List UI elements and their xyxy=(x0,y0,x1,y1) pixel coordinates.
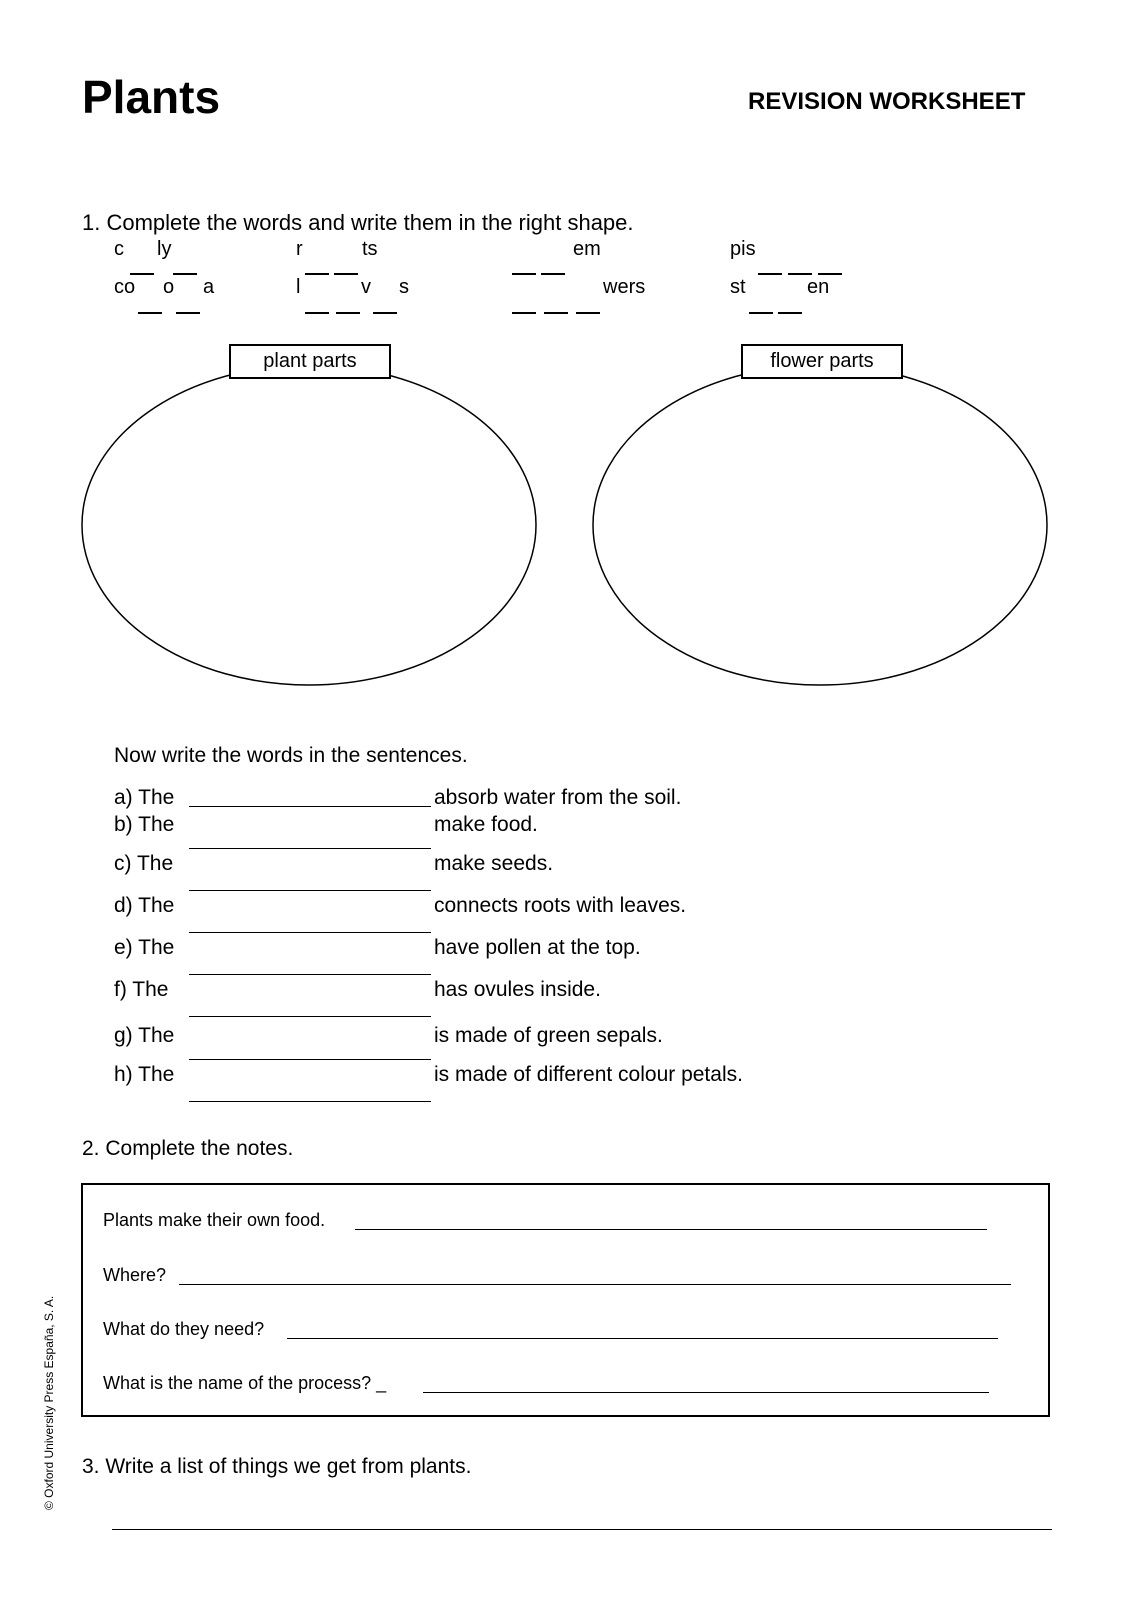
note-prompt: Where? xyxy=(103,1265,167,1285)
answer-line[interactable] xyxy=(189,974,431,975)
sentence-prefix: c) The xyxy=(114,852,174,875)
sentence-prefix: a) The xyxy=(114,786,175,809)
answer-line[interactable] xyxy=(189,806,431,807)
sentence-prefix: e) The xyxy=(114,936,175,959)
word-fragment: pis xyxy=(730,238,756,260)
flower-parts-label: flower parts xyxy=(741,344,903,379)
note-answer-line[interactable] xyxy=(179,1284,1011,1285)
sentence-suffix: connects roots with leaves. xyxy=(434,894,687,917)
q1-instruction: 1. Complete the words and write them in the right shape. xyxy=(82,210,634,235)
word-fragment: a xyxy=(203,276,215,298)
word-fragment: c xyxy=(114,238,124,260)
word-fragment: wers xyxy=(603,276,646,298)
answer-line[interactable] xyxy=(189,848,431,849)
sentence-prefix: b) The xyxy=(114,813,175,836)
word-fragment: ly xyxy=(157,238,172,260)
word-fragment: co xyxy=(114,276,136,298)
q2-instruction: 2. Complete the notes. xyxy=(82,1137,294,1160)
word-fragment: r xyxy=(296,238,303,260)
answer-line[interactable] xyxy=(189,1016,431,1017)
sorting-shapes xyxy=(0,0,1130,720)
sentences-instruction: Now write the words in the sentences. xyxy=(114,744,468,767)
note-answer-line[interactable] xyxy=(287,1338,998,1339)
sentence-suffix: absorb water from the soil. xyxy=(434,786,682,809)
plant-parts-label: plant parts xyxy=(229,344,391,379)
page-title: Plants xyxy=(82,71,221,123)
q3-instruction: 3. Write a list of things we get from plants. xyxy=(82,1455,472,1478)
word-fragment: ts xyxy=(362,238,378,260)
sentence-prefix: d) The xyxy=(114,894,175,917)
sentence-suffix: is made of different colour petals. xyxy=(434,1063,743,1086)
answer-line[interactable] xyxy=(189,1059,431,1060)
answer-line[interactable] xyxy=(189,932,431,933)
list-answer-line[interactable] xyxy=(112,1529,1052,1530)
word-fragment: st xyxy=(730,276,746,298)
copyright-notice: © Oxford University Press España, S. A. xyxy=(42,1295,56,1510)
worksheet-subtitle: REVISION WORKSHEET xyxy=(748,88,1026,115)
answer-line[interactable] xyxy=(189,1101,431,1102)
note-prompt: What is the name of the process? _ xyxy=(103,1373,387,1393)
note-answer-line[interactable] xyxy=(355,1229,987,1230)
note-prompt: Plants make their own food. xyxy=(103,1210,326,1230)
sentence-suffix: have pollen at the top. xyxy=(434,936,641,959)
plant-parts-oval xyxy=(82,365,536,685)
word-fragment: o xyxy=(163,276,175,298)
answer-line[interactable] xyxy=(189,890,431,891)
sentence-suffix: is made of green sepals. xyxy=(434,1024,663,1047)
flower-parts-oval xyxy=(593,365,1047,685)
sentence-suffix: has ovules inside. xyxy=(434,978,601,1001)
word-fragment: en xyxy=(807,276,830,298)
sentence-suffix: make seeds. xyxy=(434,852,554,875)
word-fragment: em xyxy=(573,238,601,260)
word-fragment: s xyxy=(399,276,409,298)
sentence-suffix: make food. xyxy=(434,813,538,836)
sentence-prefix: g) The xyxy=(114,1024,175,1047)
word-fragment: l xyxy=(296,276,301,298)
sentence-prefix: h) The xyxy=(114,1063,175,1086)
note-prompt: What do they need? xyxy=(103,1319,265,1339)
sentence-prefix: f) The xyxy=(114,978,169,1001)
word-fragment: v xyxy=(361,276,371,298)
note-answer-line[interactable] xyxy=(423,1392,989,1393)
